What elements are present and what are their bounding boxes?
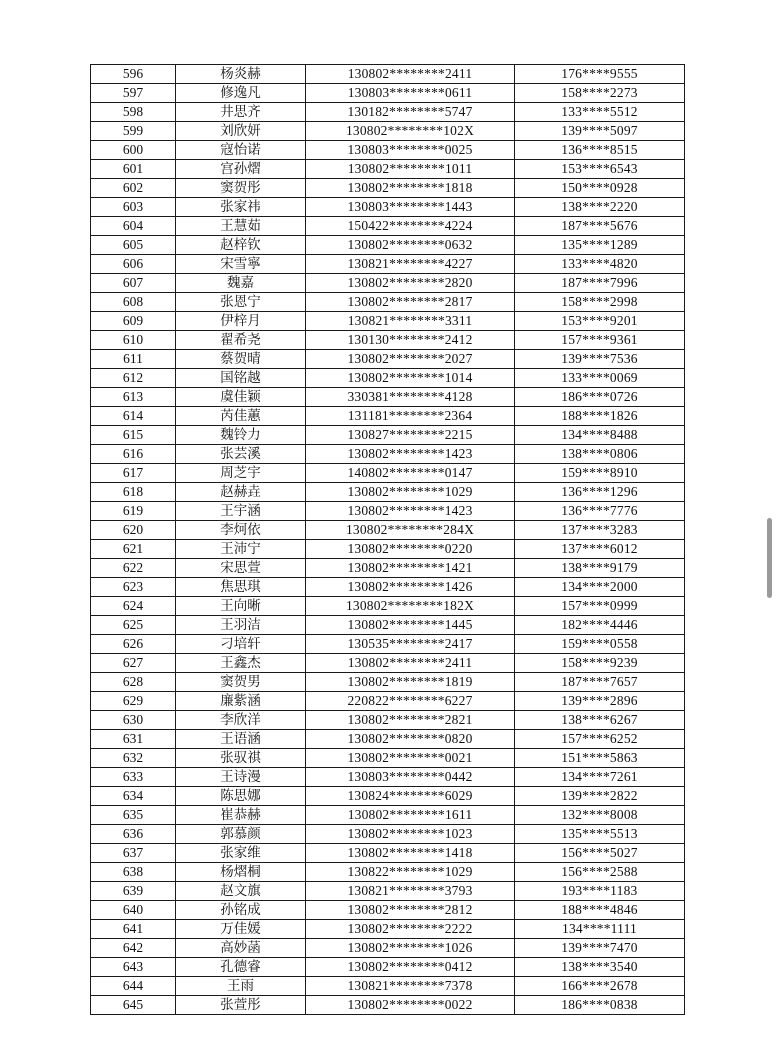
table-row <box>91 730 685 749</box>
row-number: 602 <box>91 179 176 198</box>
scrollbar-thumb[interactable] <box>767 518 772 598</box>
phone-number: 166****2678 <box>515 977 685 996</box>
row-number: 637 <box>91 844 176 863</box>
person-name: 王沛宁 <box>176 540 306 559</box>
table-row <box>91 958 685 977</box>
person-name: 窦贺彤 <box>176 179 306 198</box>
table-row <box>91 996 685 1015</box>
table-row <box>91 274 685 293</box>
table-row <box>91 920 685 939</box>
id-number: 130802********1426 <box>306 578 515 597</box>
row-number: 615 <box>91 426 176 445</box>
row-number: 617 <box>91 464 176 483</box>
table-row <box>91 122 685 141</box>
id-number: 130802********1023 <box>306 825 515 844</box>
row-number: 644 <box>91 977 176 996</box>
phone-number: 188****4846 <box>515 901 685 920</box>
row-number: 596 <box>91 65 176 84</box>
id-number: 130130********2412 <box>306 331 515 350</box>
row-number: 620 <box>91 521 176 540</box>
row-number: 640 <box>91 901 176 920</box>
person-name: 翟希尧 <box>176 331 306 350</box>
phone-number: 193****1183 <box>515 882 685 901</box>
row-number: 612 <box>91 369 176 388</box>
table-row <box>91 84 685 103</box>
row-number: 638 <box>91 863 176 882</box>
person-name: 修逸凡 <box>176 84 306 103</box>
id-number: 130802********2027 <box>306 350 515 369</box>
id-number: 130802********0412 <box>306 958 515 977</box>
person-name: 高妙菡 <box>176 939 306 958</box>
row-number: 625 <box>91 616 176 635</box>
phone-number: 136****8515 <box>515 141 685 160</box>
id-number: 130824********6029 <box>306 787 515 806</box>
person-name: 张驭祺 <box>176 749 306 768</box>
phone-number: 139****7470 <box>515 939 685 958</box>
row-number: 611 <box>91 350 176 369</box>
row-number: 629 <box>91 692 176 711</box>
table-row <box>91 521 685 540</box>
row-number: 618 <box>91 483 176 502</box>
row-number: 633 <box>91 768 176 787</box>
person-name: 窦贺男 <box>176 673 306 692</box>
id-number: 130182********5747 <box>306 103 515 122</box>
table-row <box>91 844 685 863</box>
id-number: 130803********0442 <box>306 768 515 787</box>
table-row <box>91 407 685 426</box>
table-row <box>91 806 685 825</box>
phone-number: 157****9361 <box>515 331 685 350</box>
id-number: 130802********102X <box>306 122 515 141</box>
id-number: 130802********1818 <box>306 179 515 198</box>
person-name: 张家维 <box>176 844 306 863</box>
table-row <box>91 293 685 312</box>
person-name: 虞佳颖 <box>176 388 306 407</box>
id-number: 130802********1029 <box>306 483 515 502</box>
phone-number: 153****6543 <box>515 160 685 179</box>
row-number: 610 <box>91 331 176 350</box>
phone-number: 153****9201 <box>515 312 685 331</box>
phone-number: 138****3540 <box>515 958 685 977</box>
person-name: 魏嘉 <box>176 274 306 293</box>
person-name: 王诗漫 <box>176 768 306 787</box>
person-name: 张家祎 <box>176 198 306 217</box>
id-number: 330381********4128 <box>306 388 515 407</box>
id-number: 130802********1418 <box>306 844 515 863</box>
person-name: 赵梓钦 <box>176 236 306 255</box>
row-number: 623 <box>91 578 176 597</box>
table-row <box>91 692 685 711</box>
phone-number: 138****9179 <box>515 559 685 578</box>
id-number: 130802********2222 <box>306 920 515 939</box>
row-number: 635 <box>91 806 176 825</box>
table-row <box>91 179 685 198</box>
row-number: 609 <box>91 312 176 331</box>
phone-number: 158****9239 <box>515 654 685 673</box>
person-name: 寇怡诺 <box>176 141 306 160</box>
table-row <box>91 863 685 882</box>
id-number: 130802********1423 <box>306 502 515 521</box>
person-name: 王向晰 <box>176 597 306 616</box>
id-number: 130822********1029 <box>306 863 515 882</box>
person-name: 万佳媛 <box>176 920 306 939</box>
phone-number: 137****6012 <box>515 540 685 559</box>
row-number: 619 <box>91 502 176 521</box>
id-number: 131181********2364 <box>306 407 515 426</box>
phone-number: 132****8008 <box>515 806 685 825</box>
table-row <box>91 825 685 844</box>
row-number: 600 <box>91 141 176 160</box>
phone-number: 159****0558 <box>515 635 685 654</box>
row-number: 606 <box>91 255 176 274</box>
id-number: 130802********1445 <box>306 616 515 635</box>
row-number: 628 <box>91 673 176 692</box>
id-number: 130827********2215 <box>306 426 515 445</box>
table-row <box>91 711 685 730</box>
person-name: 焦思琪 <box>176 578 306 597</box>
row-number: 601 <box>91 160 176 179</box>
table-row <box>91 217 685 236</box>
table-row <box>91 388 685 407</box>
person-name: 井思齐 <box>176 103 306 122</box>
table-row <box>91 483 685 502</box>
table-row <box>91 141 685 160</box>
table-row <box>91 635 685 654</box>
person-name: 王语涵 <box>176 730 306 749</box>
person-name: 刁培轩 <box>176 635 306 654</box>
id-number: 130803********0025 <box>306 141 515 160</box>
phone-number: 134****7261 <box>515 768 685 787</box>
id-number: 130802********1819 <box>306 673 515 692</box>
table-row <box>91 160 685 179</box>
id-number: 130821********3311 <box>306 312 515 331</box>
person-name: 杨熠桐 <box>176 863 306 882</box>
person-name: 陈思娜 <box>176 787 306 806</box>
person-name: 杨炎赫 <box>176 65 306 84</box>
id-number: 140802********0147 <box>306 464 515 483</box>
person-name: 李炣依 <box>176 521 306 540</box>
phone-number: 134****1111 <box>515 920 685 939</box>
id-number: 130802********0220 <box>306 540 515 559</box>
phone-number: 158****2998 <box>515 293 685 312</box>
person-name: 宋雪寧 <box>176 255 306 274</box>
table-row <box>91 977 685 996</box>
phone-number: 139****5097 <box>515 122 685 141</box>
table-row <box>91 559 685 578</box>
phone-number: 139****2896 <box>515 692 685 711</box>
row-number: 639 <box>91 882 176 901</box>
id-number: 130802********1421 <box>306 559 515 578</box>
person-name: 廉紫涵 <box>176 692 306 711</box>
row-number: 607 <box>91 274 176 293</box>
table-row <box>91 616 685 635</box>
id-number: 150422********4224 <box>306 217 515 236</box>
phone-number: 151****5863 <box>515 749 685 768</box>
table-row <box>91 540 685 559</box>
person-name: 王雨 <box>176 977 306 996</box>
person-name: 孔德睿 <box>176 958 306 977</box>
row-number: 624 <box>91 597 176 616</box>
id-number: 130802********2817 <box>306 293 515 312</box>
table-row <box>91 236 685 255</box>
phone-number: 157****0999 <box>515 597 685 616</box>
phone-number: 135****1289 <box>515 236 685 255</box>
person-name: 周芝宇 <box>176 464 306 483</box>
phone-number: 134****8488 <box>515 426 685 445</box>
table-row <box>91 578 685 597</box>
id-number: 130802********2812 <box>306 901 515 920</box>
person-name: 刘欣妍 <box>176 122 306 141</box>
id-number: 130821********4227 <box>306 255 515 274</box>
phone-number: 139****7536 <box>515 350 685 369</box>
person-name: 郭慕颜 <box>176 825 306 844</box>
person-name: 张萱彤 <box>176 996 306 1015</box>
phone-number: 187****7996 <box>515 274 685 293</box>
id-number: 130802********2820 <box>306 274 515 293</box>
table-row <box>91 749 685 768</box>
phone-number: 138****2220 <box>515 198 685 217</box>
row-number: 626 <box>91 635 176 654</box>
phone-number: 136****1296 <box>515 483 685 502</box>
row-number: 632 <box>91 749 176 768</box>
table-row <box>91 882 685 901</box>
row-number: 597 <box>91 84 176 103</box>
person-name: 赵赫垚 <box>176 483 306 502</box>
person-name: 王慧茹 <box>176 217 306 236</box>
row-number: 636 <box>91 825 176 844</box>
phone-number: 182****4446 <box>515 616 685 635</box>
table-row <box>91 350 685 369</box>
id-number: 130802********0632 <box>306 236 515 255</box>
row-number: 604 <box>91 217 176 236</box>
person-name: 魏铃力 <box>176 426 306 445</box>
row-number: 642 <box>91 939 176 958</box>
phone-number: 138****0806 <box>515 445 685 464</box>
id-number: 130802********0021 <box>306 749 515 768</box>
table-row <box>91 103 685 122</box>
phone-number: 138****6267 <box>515 711 685 730</box>
person-name: 蔡贺晴 <box>176 350 306 369</box>
id-number: 130802********1014 <box>306 369 515 388</box>
person-name: 国铭越 <box>176 369 306 388</box>
row-number: 621 <box>91 540 176 559</box>
phone-number: 133****4820 <box>515 255 685 274</box>
phone-number: 186****0838 <box>515 996 685 1015</box>
person-name: 张芸溪 <box>176 445 306 464</box>
phone-number: 187****7657 <box>515 673 685 692</box>
phone-number: 133****0069 <box>515 369 685 388</box>
phone-number: 157****6252 <box>515 730 685 749</box>
table-row <box>91 654 685 673</box>
table-row <box>91 787 685 806</box>
table-row <box>91 464 685 483</box>
row-number: 605 <box>91 236 176 255</box>
row-number: 614 <box>91 407 176 426</box>
id-number: 220822********6227 <box>306 692 515 711</box>
person-name: 张恩宁 <box>176 293 306 312</box>
row-number: 616 <box>91 445 176 464</box>
person-name: 王宇涵 <box>176 502 306 521</box>
phone-number: 156****5027 <box>515 844 685 863</box>
id-number: 130821********3793 <box>306 882 515 901</box>
id-number: 130803********1443 <box>306 198 515 217</box>
phone-number: 135****5513 <box>515 825 685 844</box>
row-number: 631 <box>91 730 176 749</box>
table-row <box>91 65 685 84</box>
phone-number: 159****8910 <box>515 464 685 483</box>
phone-number: 137****3283 <box>515 521 685 540</box>
person-name: 王羽洁 <box>176 616 306 635</box>
id-number: 130802********182X <box>306 597 515 616</box>
id-number: 130802********2411 <box>306 654 515 673</box>
table-row <box>91 426 685 445</box>
id-number: 130802********2821 <box>306 711 515 730</box>
table-row <box>91 198 685 217</box>
phone-number: 187****5676 <box>515 217 685 236</box>
id-number: 130535********2417 <box>306 635 515 654</box>
table-row <box>91 768 685 787</box>
phone-number: 139****2822 <box>515 787 685 806</box>
phone-number: 186****0726 <box>515 388 685 407</box>
row-number: 627 <box>91 654 176 673</box>
id-number: 130802********284X <box>306 521 515 540</box>
id-number: 130802********0022 <box>306 996 515 1015</box>
person-name: 王鑫杰 <box>176 654 306 673</box>
phone-number: 134****2000 <box>515 578 685 597</box>
row-number: 599 <box>91 122 176 141</box>
phone-number: 158****2273 <box>515 84 685 103</box>
person-name: 伊梓月 <box>176 312 306 331</box>
person-name: 崔恭赫 <box>176 806 306 825</box>
id-number: 130802********0820 <box>306 730 515 749</box>
row-number: 634 <box>91 787 176 806</box>
row-number: 598 <box>91 103 176 122</box>
phone-number: 136****7776 <box>515 502 685 521</box>
person-name: 赵文旗 <box>176 882 306 901</box>
roster-table-body <box>91 65 685 1015</box>
table-row <box>91 901 685 920</box>
table-row <box>91 673 685 692</box>
phone-number: 156****2588 <box>515 863 685 882</box>
person-name: 李欣洋 <box>176 711 306 730</box>
roster-table <box>90 64 685 1015</box>
person-name: 孙铭成 <box>176 901 306 920</box>
person-name: 宋思萱 <box>176 559 306 578</box>
row-number: 641 <box>91 920 176 939</box>
table-row <box>91 939 685 958</box>
row-number: 613 <box>91 388 176 407</box>
id-number: 130802********1026 <box>306 939 515 958</box>
id-number: 130821********7378 <box>306 977 515 996</box>
row-number: 603 <box>91 198 176 217</box>
table-row <box>91 331 685 350</box>
id-number: 130802********1011 <box>306 160 515 179</box>
id-number: 130802********1611 <box>306 806 515 825</box>
table-row <box>91 597 685 616</box>
row-number: 645 <box>91 996 176 1015</box>
id-number: 130802********2411 <box>306 65 515 84</box>
id-number: 130803********0611 <box>306 84 515 103</box>
row-number: 608 <box>91 293 176 312</box>
phone-number: 133****5512 <box>515 103 685 122</box>
table-row <box>91 502 685 521</box>
person-name: 宫孙熠 <box>176 160 306 179</box>
id-number: 130802********1423 <box>306 445 515 464</box>
phone-number: 176****9555 <box>515 65 685 84</box>
phone-number: 150****0928 <box>515 179 685 198</box>
phone-number: 188****1826 <box>515 407 685 426</box>
table-row <box>91 445 685 464</box>
person-name: 芮佳蕙 <box>176 407 306 426</box>
row-number: 630 <box>91 711 176 730</box>
row-number: 622 <box>91 559 176 578</box>
table-row <box>91 255 685 274</box>
table-row <box>91 369 685 388</box>
table-row <box>91 312 685 331</box>
row-number: 643 <box>91 958 176 977</box>
